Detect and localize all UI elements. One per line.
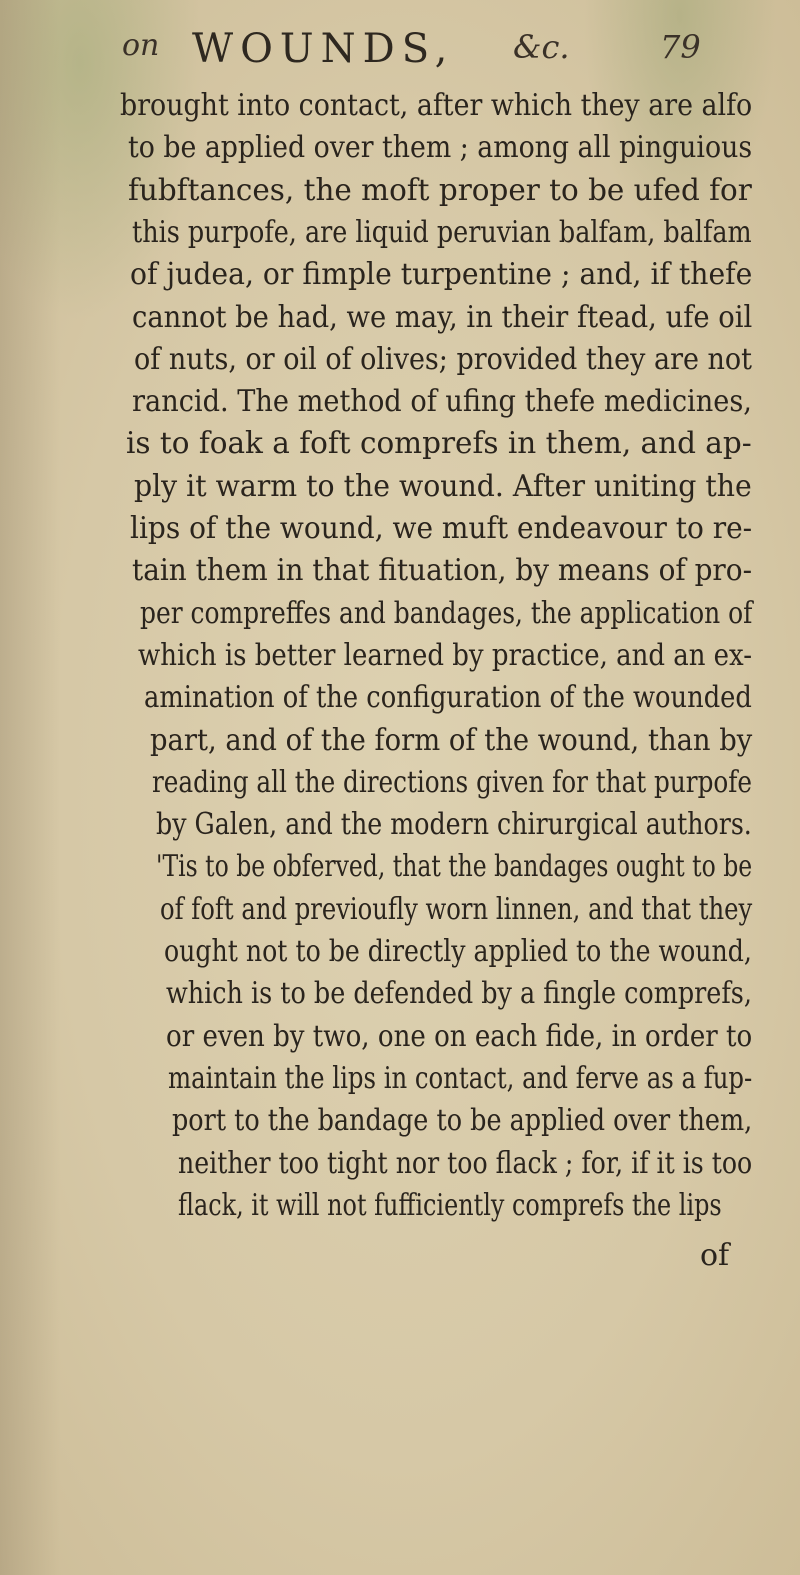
text-line: neither too tight nor too flack ; for, if it is too xyxy=(178,1146,753,1181)
header-title: WOUNDS, xyxy=(192,26,455,72)
text-line: which is to be defended by a fingle comprefs, xyxy=(166,976,752,1011)
text-line: flack, it will not fufficiently comprefs the lips xyxy=(178,1188,722,1223)
text-line: ply it warm to the wound. After uniting the xyxy=(134,469,752,504)
text-line: this purpofe, are liquid peruvian balfam, balfam xyxy=(132,215,752,250)
text-line: to be applied over them ; among all pinguious xyxy=(128,130,753,165)
text-line: rancid. The method of ufing thefe medicines, xyxy=(132,384,752,419)
text-line: port to the bandage to be applied over them, xyxy=(172,1103,753,1138)
catchword: of xyxy=(700,1238,730,1273)
text-line: fubftances, the moft proper to be ufed for xyxy=(128,173,752,208)
text-line: ought not to be directly applied to the wound, xyxy=(164,934,752,969)
text-line: or even by two, one on each fide, in order to xyxy=(166,1019,753,1054)
text-line: tain them in that fituation, by means of pro- xyxy=(132,553,753,588)
text-line: per compreffes and bandages, the application of xyxy=(140,596,753,631)
text-line: lips of the wound, we muft endeavour to re- xyxy=(130,511,753,546)
text-line: of nuts, or oil of olives; provided they are not xyxy=(134,342,753,377)
page-number: 79 xyxy=(660,28,701,66)
text-line: amination of the configuration of the wounded xyxy=(144,680,752,715)
text-line: of foft and previoufly worn linnen, and that they xyxy=(160,892,753,927)
text-line: maintain the lips in contact, and ferve as a fup- xyxy=(168,1061,753,1096)
text-line: brought into contact, after which they are alfo xyxy=(120,88,753,123)
text-line: of judea, or fimple turpentine ; and, if thefe xyxy=(130,257,753,292)
text-line: cannot be had, we may, in their ftead, ufe oil xyxy=(132,300,753,335)
text-line: is to foak a foft comprefs in them, and ap- xyxy=(126,426,752,461)
page-edge-shadow xyxy=(0,0,60,1575)
header-etc: &c. xyxy=(513,28,570,66)
text-line: which is better learned by practice, and an ex- xyxy=(138,638,753,673)
header-prefix: on xyxy=(122,28,160,63)
text-line: part, and of the form of the wound, than by xyxy=(150,723,753,758)
text-line: by Galen, and the modern chirurgical authors. xyxy=(156,807,752,842)
text-line: reading all the directions given for that purpofe xyxy=(152,765,752,800)
running-header xyxy=(0,28,800,78)
text-line: 'Tis to be obferved, that the bandages ought to be xyxy=(156,849,753,884)
